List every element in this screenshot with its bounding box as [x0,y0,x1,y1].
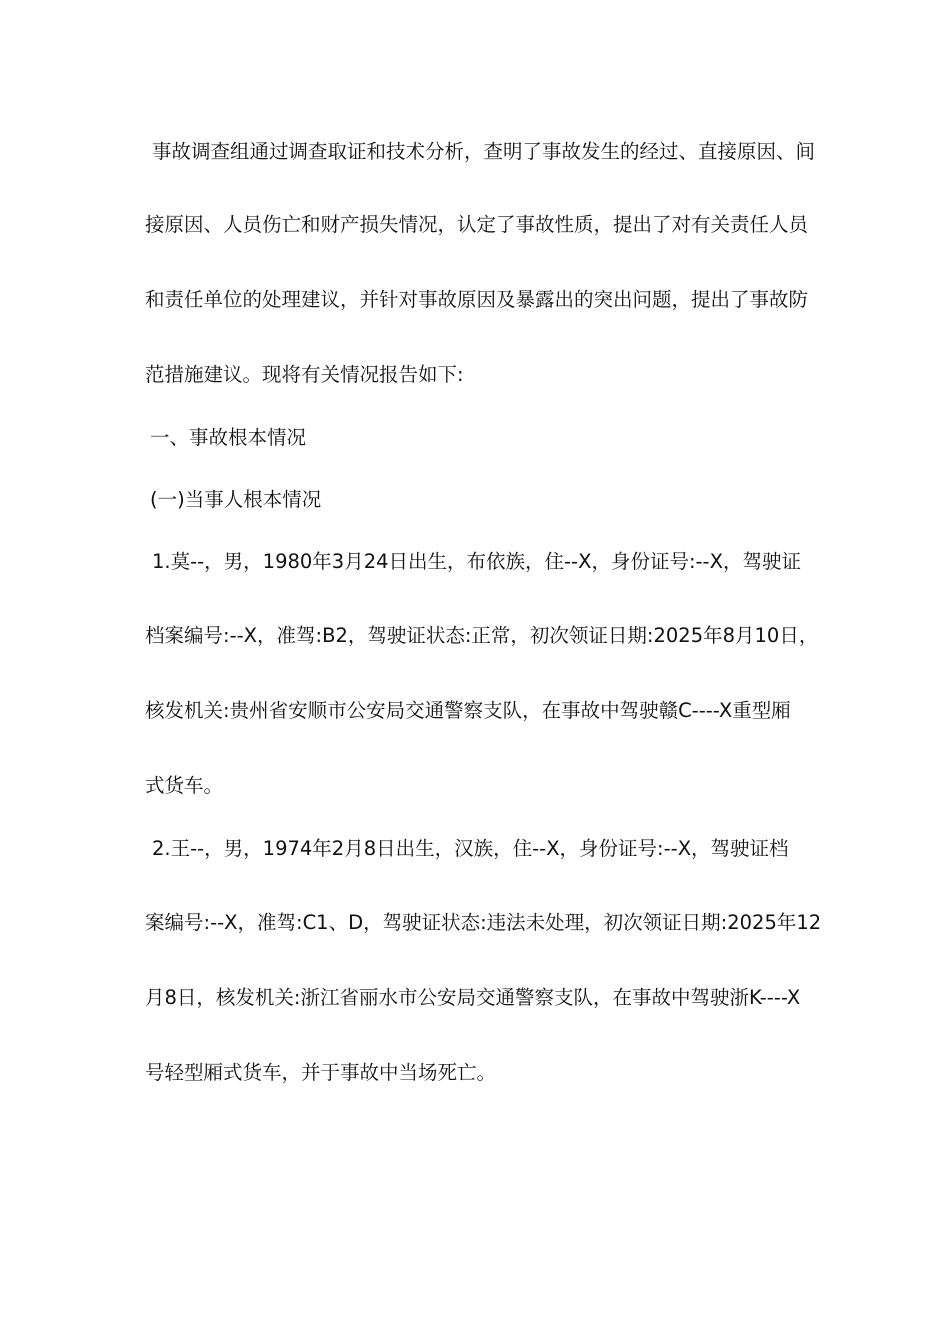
person1-line-4: 式货车。 [145,774,224,797]
subsection-heading: (一)当事人根本情况 [150,488,322,511]
person2-line-4: 号轻型厢式货车，并于事故中当场死亡。 [145,1061,497,1084]
intro-line-4: 范措施建议。现将有关情况报告如下: [145,363,464,386]
person1-line-3: 核发机关:贵州省安顺市公安局交通警察支队，在事故中驾驶赣C----X重型厢 [145,699,791,722]
intro-line-2: 接原因、人员伤亡和财产损失情况，认定了事故性质，提出了对有关责任人员 [145,213,809,236]
person1-line-1: 1.莫--，男，1980年3月24日出生，布依族，住--X，身份证号:--X，驾驶证 [152,550,801,573]
person1-line-2: 档案编号:--X，准驾:B2，驾驶证状态:正常，初次领证日期:2025年8月10日， [145,624,819,647]
person2-line-3: 月8日，核发机关:浙江省丽水市公安局交通警察支队，在事故中驾驶浙K----X [145,986,801,1009]
person2-line-2: 案编号:--X，准驾:C1、D，驾驶证状态:违法未处理，初次领证日期:2025年12 [145,911,822,934]
section-heading: 一、事故根本情况 [150,426,307,449]
intro-line-1: 事故调查组通过调查取证和技术分析，查明了事故发生的经过、直接原因、间 [152,140,816,163]
person2-line-1: 2.王--，男，1974年2月8日出生，汉族，住--X，身份证号:--X，驾驶证档 [152,837,789,860]
intro-line-3: 和责任单位的处理建议，并针对事故原因及暴露出的突出问题，提出了事故防 [145,288,809,311]
